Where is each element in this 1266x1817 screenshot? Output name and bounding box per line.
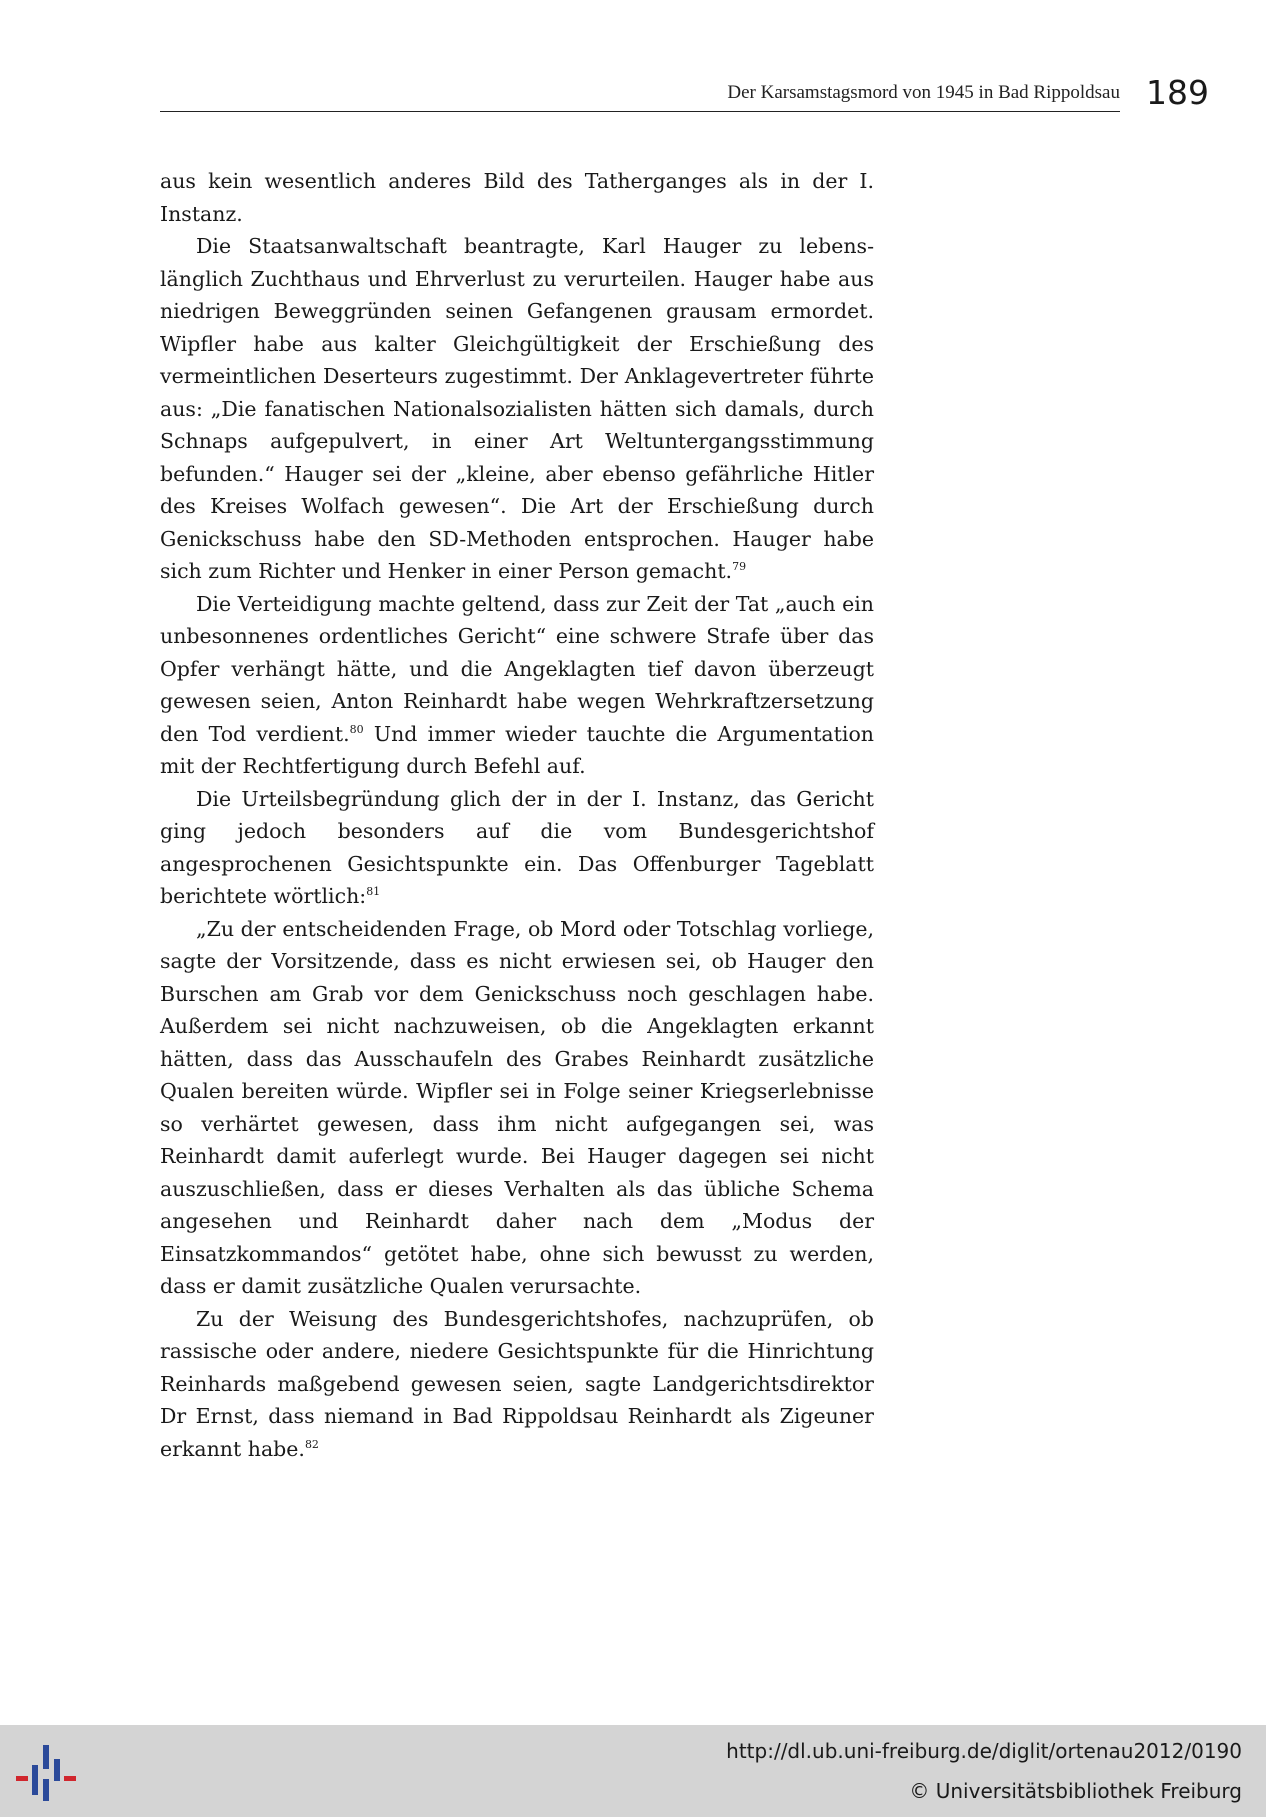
footnote-ref: 82	[304, 1437, 319, 1451]
paragraph-text: Die Staatsanwaltschaft beantragte, Karl Hauger zu lebenslänglich Zuchthaus und Ehrverlust zu verurteilen. Hauger habe aus niedrigen Beweggründen seinen Gefangenen grausam ermordet. Wipfler habe aus kalter Gleichgültigkeit der Erschießung des vermeintlichen Deserteurs zugestimmt. Der Anklagevertreter führte aus: „Die fanatischen Nationalsozialisten hätten sich damals, durch Schnaps aufgepulvert, in einer Art Weltuntergangsstimmung befunden.“ Hauger sei der „kleine, aber ebenso gefährliche Hitler des Kreises Wolfach gewesen“. Die Art der Erschießung durch Genickschuss habe den SD-Methoden entsprochen. Hauger habe sich zum Richter und Henker in einer Person gemacht.	[160, 234, 874, 583]
paragraph-text: aus kein wesentlich anderes Bild des Tatherganges als in der I. Instanz.	[160, 169, 874, 226]
running-head	[160, 74, 1120, 114]
paragraph	[160, 165, 874, 230]
body-text	[160, 165, 874, 1465]
footer-band	[0, 1725, 1266, 1817]
footer-copyright: © Universitätsbibliothek Freiburg	[909, 1779, 1242, 1803]
running-title: Der Karsamstagsmord von 1945 in Bad Rippoldsau	[727, 82, 1120, 103]
footnote-ref: 81	[366, 885, 381, 898]
header-rule	[160, 111, 1120, 112]
paragraph-text: Die Urteilsbegründung glich der in der I. Instanz, das Gericht ging jedoch besonders auf die vom Bundesgerichtshof angesprochenen Gesichtspunkte ein. Das Offenburger Tageblatt berichtete wörtlich:	[160, 786, 874, 908]
ub-freiburg-logo-icon	[14, 1739, 78, 1803]
paragraph-text: „Zu der entscheidenden Frage, ob Mord oder Totschlag vorliege, sagte der Vorsitzende, dass es nicht erwiesen sei, ob Hauger den Burschen am Grab vor dem Genickschuss noch geschlagen habe. Außerdem sei nicht nachzuweisen, ob die Angeklagten erkannt hätten, dass das Ausschaufeln des Grabes Reinhardt zusätzliche Qualen bereiten würde. Wipfler sei in Folge seiner Kriegserlebnisse so verhärtet gewesen, dass ihm nicht aufgegangen sei, was Reinhardt damit auferlegt wurde. Bei Hauger dagegen sei nicht auszuschließen, dass er dieses Verhalten als das übliche Schema angesehen und Reinhardt daher nach dem „Modus der Einsatzkommandos“ getötet habe, ohne sich bewusst zu werden, dass er damit zusätzliche Qualen verursachte.	[160, 916, 874, 1298]
paragraph	[160, 588, 874, 783]
footer-url-link[interactable]: http://dl.ub.uni-freiburg.de/diglit/ortenau2012/0190	[726, 1739, 1242, 1763]
footnote-ref: 79	[732, 560, 747, 573]
paragraph-text: Und immer wieder tauchte die Argumentation mit der Rechtfertigung durch Befehl auf.	[160, 721, 874, 778]
quoted-paragraph	[160, 913, 874, 1303]
paragraph	[160, 230, 874, 588]
page-number: 189	[1146, 73, 1209, 112]
paragraph	[160, 1303, 874, 1466]
paragraph-text: Zu der Weisung des Bundesgerichtshofes, nachzuprüfen, ob rassische oder andere, niedere Gesichtspunkte für die Hinrichtung Reinhards maßgebend gewesen seien, sagte Landgerichtsdirektor Dr Ernst, dass niemand in Bad Rippoldsau Reinhardt als Zigeuner erkannt habe.	[160, 1306, 874, 1461]
paragraph	[160, 783, 874, 913]
paragraph-text: Die Verteidigung machte geltend, dass zur Zeit der Tat „auch ein unbesonnenes ordentliches Gericht“ eine schwere Strafe über das Opfer verhängt hätte, und die Angeklagten tief davon überzeugt gewesen seien, Anton Reinhardt habe wegen Wehrkraftzersetzung den Tod verdient.	[160, 591, 874, 746]
footnote-ref: 80	[349, 722, 364, 736]
